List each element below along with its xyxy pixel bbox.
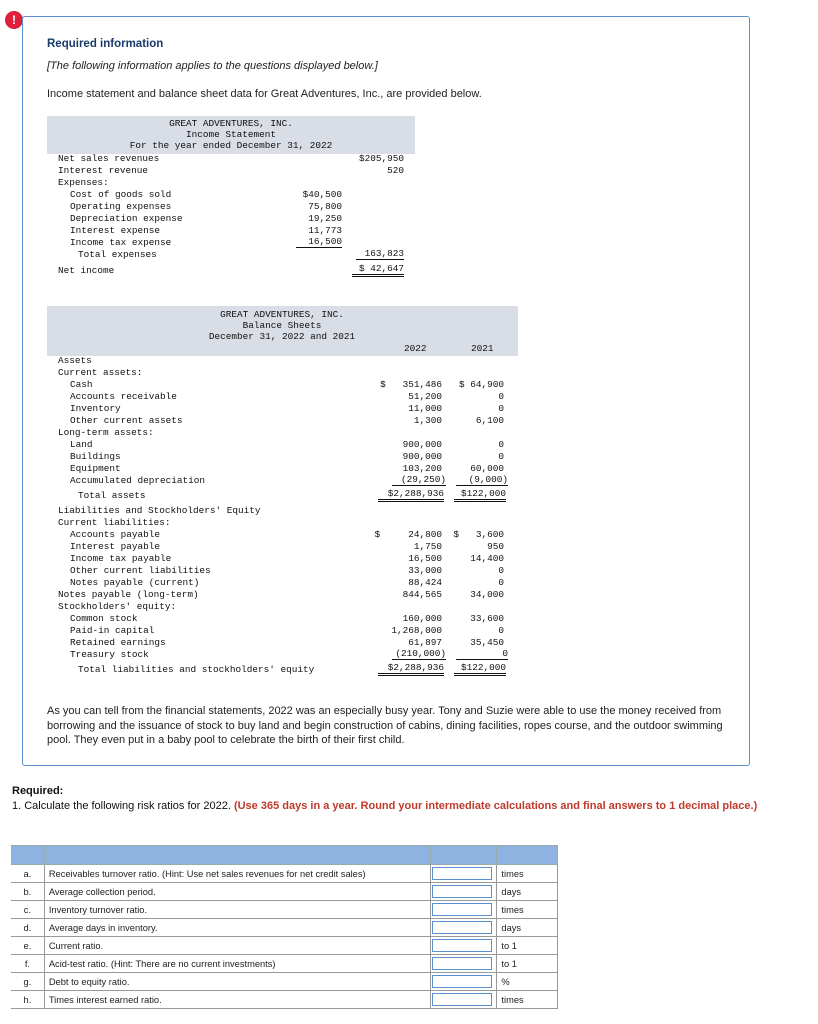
bs-col-2021: 2021: [471, 343, 494, 354]
bs-row-2021: 0: [498, 391, 504, 402]
is-expenses-label: Expenses:: [58, 177, 109, 188]
bs-row-label: Common stock: [70, 613, 138, 624]
question-prompt: [12, 799, 802, 813]
bs-long-term-label: Long-term assets:: [58, 427, 154, 438]
bs-row-2021: 14,400: [470, 553, 504, 564]
row-unit: %: [497, 973, 558, 991]
is-expense-value: 16,500: [296, 236, 342, 248]
bs-total-le-2021: $122,000: [454, 662, 506, 676]
row-unit: times: [497, 991, 558, 1009]
table-row: [11, 901, 558, 919]
bs-row-label: Accumulated depreciation: [70, 475, 206, 486]
bs-notes-long-2022: 844,565: [402, 589, 442, 600]
bs-company: [47, 309, 517, 320]
is-expense-label: Operating expenses: [70, 201, 172, 212]
row-letter: e.: [11, 937, 44, 955]
answer-cell: [430, 973, 497, 991]
required-information-subtitle: [The following information applies to the questions displayed below.]: [47, 60, 378, 72]
bs-row-2022: 61,897: [408, 637, 442, 648]
bs-total-le-label: Total liabilities and stockholders' equity: [78, 664, 315, 675]
bs-row-label: Paid-in capital: [70, 625, 155, 636]
answer-cell: [430, 937, 497, 955]
bs-row-label: Accounts payable: [70, 529, 161, 540]
row-letter: c.: [11, 901, 44, 919]
bs-row-2021: 0: [498, 403, 504, 414]
bs-row-label: Interest payable: [70, 541, 161, 552]
bs-row-2021: 0: [498, 439, 504, 450]
bs-title: Balance Sheets: [242, 320, 322, 331]
bs-row-2022: $ 351,486: [380, 379, 442, 390]
bs-col-2022: 2022: [404, 343, 427, 354]
row-description: Debt to equity ratio.: [44, 973, 430, 991]
bs-notes-long-label: Notes payable (long-term): [58, 589, 199, 600]
row-description: Times interest earned ratio.: [44, 991, 430, 1009]
is-expense-value: 75,800: [308, 201, 342, 212]
row-description: Average days in inventory.: [44, 919, 430, 937]
current-ratio-input[interactable]: [432, 939, 492, 952]
row-letter: f.: [11, 955, 44, 973]
row-description: Average collection period.: [44, 883, 430, 901]
bs-row-2022: $ 24,800: [374, 529, 442, 540]
bs-row-label: Equipment: [70, 463, 121, 474]
bs-row-label: Accounts receivable: [70, 391, 177, 402]
bs-row-2021: 6,100: [475, 415, 504, 426]
is-interest-revenue-label: Interest revenue: [58, 165, 149, 176]
row-unit: to 1: [497, 955, 558, 973]
bs-row-2022: 103,200: [402, 463, 442, 474]
bs-row-2021: 33,600: [470, 613, 504, 624]
bs-total-le-2022: $2,288,936: [378, 662, 444, 676]
is-interest-revenue-value: 520: [387, 165, 404, 176]
bs-total-assets-2022: $2,288,936: [378, 488, 444, 502]
table-row: [11, 883, 558, 901]
bs-row-2022: 88,424: [408, 577, 442, 588]
bs-row-2022: (210,000): [392, 648, 446, 660]
table-row: [11, 955, 558, 973]
average-collection-period-input[interactable]: [432, 885, 492, 898]
is-net-sales-value: $205,950: [358, 153, 404, 164]
is-period: For the year ended December 31, 2022: [129, 140, 333, 151]
bs-liab-equity-label: Liabilities and Stockholders' Equity: [58, 505, 261, 516]
is-expense-label: Interest expense: [70, 225, 161, 236]
bs-row-2021: 0: [498, 577, 504, 588]
table-header-row: [11, 846, 558, 865]
row-letter: d.: [11, 919, 44, 937]
table-header-cell: [11, 846, 44, 865]
row-description: Acid-test ratio. (Hint: There are no current investments): [44, 955, 430, 973]
question-hint: (Use 365 days in a year. Round your intermediate calculations and final answers to 1 decimal place.): [233, 800, 758, 812]
bs-equity-label: Stockholders' equity:: [58, 601, 177, 612]
table-header-cell: [497, 846, 558, 865]
row-description: Current ratio.: [44, 937, 430, 955]
table-header-cell: [44, 846, 430, 865]
table-row: [11, 973, 558, 991]
bs-row-2022: 900,000: [402, 451, 442, 462]
bs-row-2021: (9,000): [456, 474, 508, 486]
bs-row-label: Notes payable (current): [70, 577, 200, 588]
bs-row-label: Income tax payable: [70, 553, 172, 564]
row-letter: g.: [11, 973, 44, 991]
row-unit: to 1: [497, 937, 558, 955]
bs-row-2021: 0: [498, 625, 504, 636]
alert-icon: !: [5, 11, 23, 29]
inventory-turnover-input[interactable]: [432, 903, 492, 916]
bs-company-text: GREAT ADVENTURES, INC.: [220, 309, 344, 320]
ratio-answer-table: [11, 845, 558, 1009]
bs-row-2021: 60,000: [470, 463, 504, 474]
is-expense-value: $40,500: [302, 189, 342, 200]
bs-row-2022: 1,268,000: [391, 625, 442, 636]
bs-current-assets-label: Current assets:: [58, 367, 143, 378]
bs-row-label: Inventory: [70, 403, 121, 414]
table-row: [11, 991, 558, 1009]
is-expense-label: Income tax expense: [70, 237, 172, 248]
table-row: [11, 937, 558, 955]
bs-row-2022: (29,250): [392, 474, 446, 486]
row-unit: times: [497, 865, 558, 883]
table-header-cell: [430, 846, 497, 865]
row-description: Inventory turnover ratio.: [44, 901, 430, 919]
answer-cell: [430, 883, 497, 901]
bs-row-label: Land: [70, 439, 93, 450]
bs-row-2022: 51,200: [408, 391, 442, 402]
closing-paragraph: As you can tell from the financial statements, 2022 was an especially busy year. Tony and Suzie were able to use the money received from borrowing and the issuance of stock to buy land and begin construction of cabins, dining facilities, ropes course, and the outdoor swimming pool. They even put in a baby pool to celebrate the birth of their first child.: [47, 705, 723, 746]
answer-cell: [430, 991, 497, 1009]
bs-row-label: Treasury stock: [70, 649, 149, 660]
bs-assets-label: Assets: [58, 355, 92, 366]
bs-row-2022: 1,750: [413, 541, 442, 552]
bs-notes-long-2021: 34,000: [470, 589, 504, 600]
is-total-expenses-value: 163,823: [356, 248, 404, 260]
is-title: Income Statement: [185, 129, 276, 140]
bs-row-2022: 11,000: [408, 403, 442, 414]
row-unit: times: [497, 901, 558, 919]
bs-row-label: Cash: [70, 379, 93, 390]
row-description: Receivables turnover ratio. (Hint: Use net sales revenues for net credit sales): [44, 865, 430, 883]
answer-cell: [430, 919, 497, 937]
is-total-expenses-label: Total expenses: [78, 249, 157, 260]
row-unit: days: [497, 883, 558, 901]
bs-row-2022: 900,000: [402, 439, 442, 450]
row-letter: a.: [11, 865, 44, 883]
bs-row-2021: 950: [487, 541, 504, 552]
bs-row-2021: $ 3,600: [453, 529, 504, 540]
is-net-income-value: $ 42,647: [352, 263, 404, 277]
bs-row-2022: 1,300: [413, 415, 442, 426]
is-expense-label: Depreciation expense: [70, 213, 183, 224]
required-heading: Required:: [12, 785, 64, 797]
bs-total-assets-label: Total assets: [78, 490, 146, 501]
table-row: [11, 919, 558, 937]
acid-test-ratio-input[interactable]: [432, 957, 492, 970]
answer-cell: [430, 955, 497, 973]
bs-row-label: Retained earnings: [70, 637, 166, 648]
answer-cell: [430, 865, 497, 883]
bs-total-assets-2021: $122,000: [454, 488, 506, 502]
row-letter: b.: [11, 883, 44, 901]
is-expense-value: 19,250: [308, 213, 342, 224]
is-net-income-label: Net income: [58, 265, 115, 276]
bs-row-label: Other current assets: [70, 415, 183, 426]
answer-cell: [430, 901, 497, 919]
bs-row-2021: $ 64,900: [458, 379, 504, 390]
bs-row-2021: 35,450: [470, 637, 504, 648]
is-expense-value: 11,773: [308, 225, 342, 236]
bs-row-2021: 0: [498, 565, 504, 576]
row-letter: h.: [11, 991, 44, 1009]
bs-row-2021: 0: [456, 648, 508, 660]
receivables-turnover-input[interactable]: [432, 867, 492, 880]
bs-row-2022: 160,000: [402, 613, 442, 624]
is-net-sales-label: Net sales revenues: [58, 153, 160, 164]
bs-row-label: Buildings: [70, 451, 121, 462]
times-interest-earned-input[interactable]: [432, 993, 492, 1006]
debt-to-equity-input[interactable]: [432, 975, 492, 988]
row-unit: days: [497, 919, 558, 937]
bs-row-2022: 33,000: [408, 565, 442, 576]
required-information-title: Required information: [47, 38, 164, 50]
intro-text: Income statement and balance sheet data for Great Adventures, Inc., are provided below.: [47, 88, 482, 100]
bs-row-2022: 16,500: [408, 553, 442, 564]
table-row: [11, 865, 558, 883]
bs-row-label: Other current liabilities: [70, 565, 211, 576]
average-days-in-inventory-input[interactable]: [432, 921, 492, 934]
bs-row-2021: 0: [498, 451, 504, 462]
is-company: GREAT ADVENTURES, INC.: [169, 118, 293, 129]
bs-period: December 31, 2022 and 2021: [208, 331, 356, 342]
is-expense-label: Cost of goods sold: [70, 189, 172, 200]
bs-current-liab-label: Current liabilities:: [58, 517, 171, 528]
question-text: 1. Calculate the following risk ratios for 2022.: [12, 800, 234, 812]
